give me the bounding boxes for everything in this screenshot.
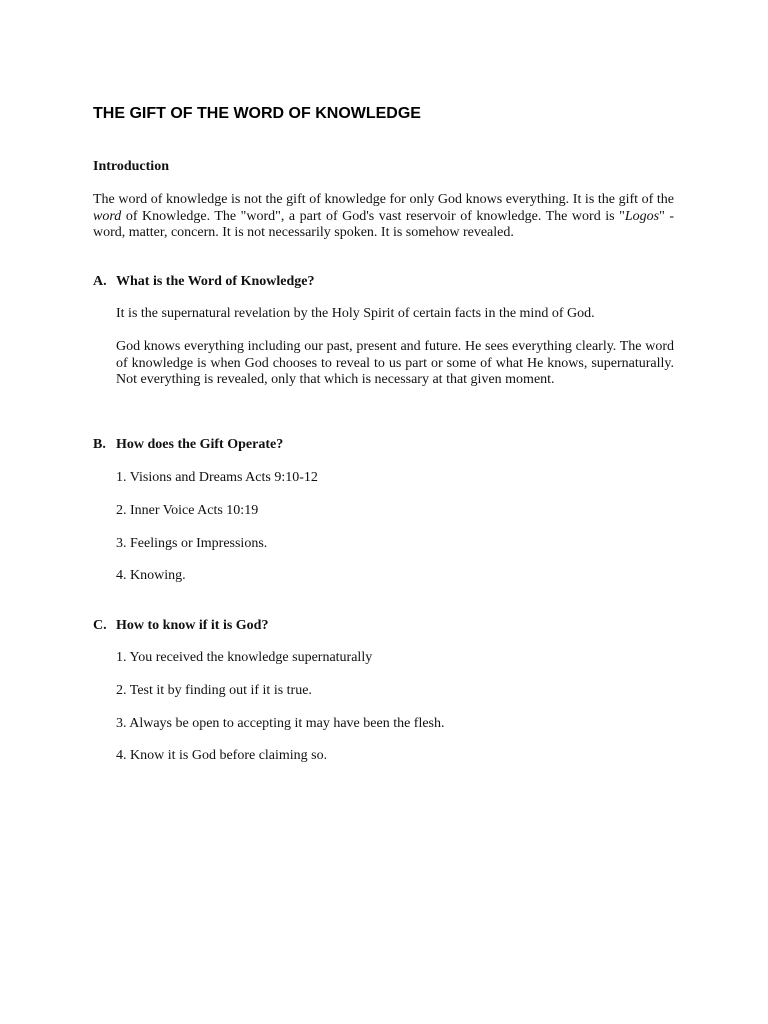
intro-text-3: " - word, matter, concern. It is not necessarily spoken. It is somehow revealed.: [93, 208, 674, 240]
section-b-item-3: 3. Feelings or Impressions.: [116, 536, 268, 551]
intro-logos-italic: Logos: [624, 208, 660, 224]
introduction-heading: Introduction: [93, 159, 169, 174]
section-b-title: How does the Gift Operate?: [116, 437, 284, 452]
section-c-item-1: 1. You received the knowledge supernaturally: [116, 650, 373, 665]
introduction-paragraph: [93, 192, 674, 242]
section-c-letter: C.: [93, 618, 107, 633]
section-b-item-1: 1. Visions and Dreams Acts 9:10-12: [116, 470, 318, 485]
intro-text-2: of Knowledge. The "word", a part of God's vast reservoir of knowledge. The word is ": [121, 208, 625, 224]
section-b-item-2: 2. Inner Voice Acts 10:19: [116, 503, 259, 518]
section-c-heading: [93, 618, 268, 635]
section-c-item-3: 3. Always be open to accepting it may have been the flesh.: [116, 716, 445, 731]
section-c-title: How to know if it is God?: [116, 618, 269, 633]
section-b-heading: [93, 437, 283, 454]
intro-text-1: The word of knowledge is not the gift of knowledge for only God knows everything. It is the gift of the: [93, 192, 674, 207]
section-b-letter: B.: [93, 437, 106, 452]
document-title: THE GIFT OF THE WORD OF KNOWLEDGE: [93, 105, 421, 122]
section-a-heading: [93, 274, 314, 291]
section-a-title: What is the Word of Knowledge?: [116, 274, 315, 289]
section-a-paragraph-1: It is the supernatural revelation by the Holy Spirit of certain facts in the mind of God.: [116, 306, 595, 321]
intro-word-italic: word: [93, 208, 122, 224]
section-c-item-2: 2. Test it by finding out if it is true.: [116, 683, 312, 698]
section-a-letter: A.: [93, 274, 107, 289]
section-b-item-4: 4. Knowing.: [116, 568, 186, 583]
section-a-paragraph-2: God knows everything including our past, present and future. He sees everything clearly. The word of knowledge is when God chooses to reveal to us part or some of what He knows, supernaturally. Not everything is revealed, only that which is necessary at that given moment.: [116, 339, 674, 387]
section-c-item-4: 4. Know it is God before claiming so.: [116, 748, 328, 763]
